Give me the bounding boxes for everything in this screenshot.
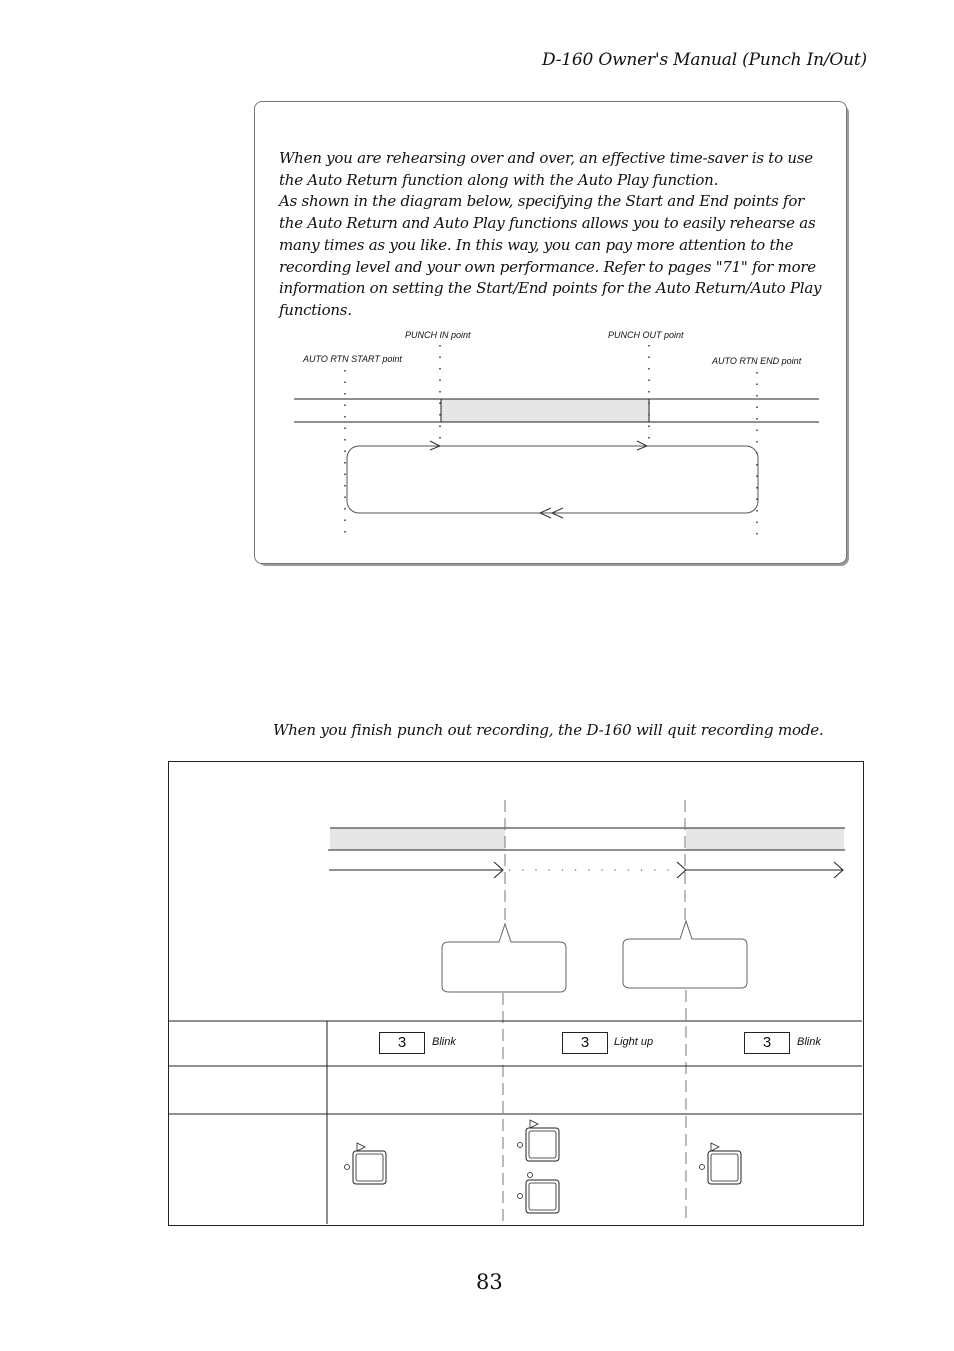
track-state-2: Light up: [614, 1036, 654, 1048]
tip-timeline: [294, 345, 819, 542]
page-header: D-160 Owner's Manual (Punch In/Out): [542, 50, 867, 70]
punch-out-label: PUNCH OUT point: [608, 330, 684, 340]
track-display-3: 3: [744, 1032, 790, 1054]
auto-rtn-end-label: AUTO RTN END point: [712, 356, 802, 366]
punch-segment: [441, 399, 649, 422]
punch-status-table: [168, 761, 864, 1226]
punch-out-note: When you finish punch out recording, the D-160 will quit recording mode.: [273, 721, 824, 739]
auto-rtn-start-label: AUTO RTN START point: [303, 354, 402, 364]
track-state-1: Blink: [432, 1036, 456, 1048]
punch-in-label: PUNCH IN point: [405, 330, 471, 340]
return-loop: [347, 446, 758, 513]
tip-paragraph-1: When you are rehearsing over and over, an effective time-saver is to use the Auto Return function along with the Auto Play function.: [279, 149, 813, 189]
page-number: 83: [476, 1270, 503, 1294]
track-state-3: Blink: [797, 1036, 821, 1048]
tip-paragraph-2: As shown in the diagram below, specifying the Start and End points for the Auto Return and Auto Play functions allows you to easily rehearse as many times as you like. In this way, you can pay more attention to the recording level and your own performance. Refer to pages "71" for more information on setting the Start/End points for the Auto Return/Auto Play functions.: [279, 192, 822, 319]
track-display-1: 3: [379, 1032, 425, 1054]
track-display-2: 3: [562, 1032, 608, 1054]
